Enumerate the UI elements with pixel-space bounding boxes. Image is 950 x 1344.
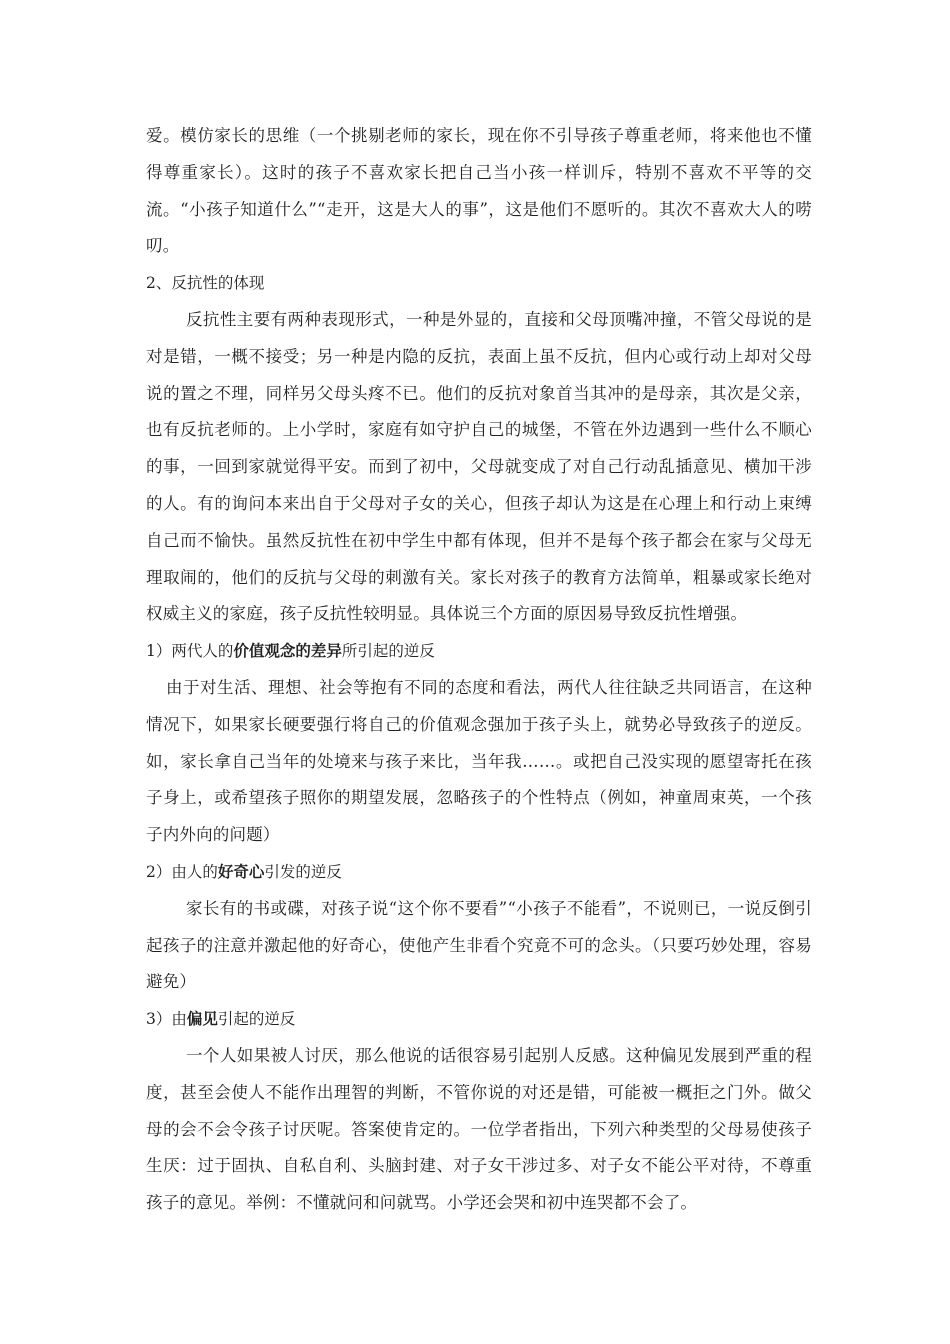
section-heading-defiance: 2、反抗性的体现 — [146, 274, 265, 293]
subheading-prefix: 2）由人的 — [146, 862, 218, 881]
subheading-suffix: 所引起的逆反 — [341, 642, 435, 661]
subheading-prefix: 1）两代人的 — [146, 642, 234, 661]
subheading-bold-term: 价值观念的差异 — [233, 641, 342, 661]
subheading-prejudice — [146, 1001, 812, 1038]
subheading-value-difference — [146, 633, 812, 670]
subheading-bold-term: 偏见 — [186, 1009, 218, 1029]
subheading-prefix: 3）由 — [146, 1010, 187, 1029]
paragraph-defiance-forms: 反抗性主要有两种表现形式，一种是外显的，直接和父母顶嘴冲撞，不管父母说的是对是错，一概不接受；另一种是内隐的反抗，表面上虽不反抗，但内心或行动上却对父母说的置之不理，同样另父母头疼不已。他们的反抗对象首当其冲的是母亲，其次是父亲，也有反抗老师的。上小学时，家庭有如守护自己的城堡，不管在外边遇到一些什么不顺心的事，一回到家就觉得平安。而到了初中，父母就变成了对自己行动乱插意见、横加干涉的人。有的询问本来出自于父母对子女的关心，但孩子却认为这是在心理上和行动上束缚自己而不愉快。虽然反抗性在初中学生中都有体现，但并不是每个孩子都会在家与父母无理取闹的，他们的反抗与父母的刺激有关。家长对孩子的教育方法简单，粗暴或家长绝对权威主义的家庭，孩子反抗性较明显。具体说三个方面的原因易导致反抗性增强。 — [146, 309, 812, 624]
subheading-suffix: 引发的逆反 — [264, 862, 342, 881]
paragraph-prejudice: 一个人如果被人讨厌，那么他说的话很容易引起别人反感。这种偏见发展到严重的程度，甚至会使人不能作出理智的判断，不管你说的对还是错，可能被一概拒之门外。做父母的会不会令孩子讨厌呢。答案使肯定的。一位学者指出，下列六种类型的父母易使孩子生厌：过于固执、自私自利、头脑封建、对子女干涉过多、对子女不能公平对待，不尊重孩子的意见。举例：不懂就问和问就骂。小学还会哭和初中连哭都不会了。 — [146, 1045, 812, 1213]
subheading-suffix: 引起的逆反 — [217, 1010, 296, 1029]
paragraph-curiosity: 家长有的书或碟，对孩子说“这个你不要看”“小孩子不能看”，不说则已，一说反倒引起孩子的注意并激起他的好奇心，使他产生非看个究竟不可的念头。（只要巧妙处理，容易避免） — [146, 898, 812, 992]
subheading-curiosity — [146, 854, 812, 891]
paragraph-continuation: 爱。模仿家长的思维（一个挑剔老师的家长，现在你不引导孩子尊重老师，将来他也不懂得尊重家长）。这时的孩子不喜欢家长把自己当小孩一样训斥，特别不喜欢不平等的交流。“小孩子知道什么”“走开，这是大人的事”，这是他们不愿听的。其次不喜欢大人的唠叨。 — [146, 126, 812, 256]
subheading-bold-term: 好奇心 — [217, 861, 265, 881]
paragraph-value-difference: 由于对生活、理想、社会等抱有不同的态度和看法，两代人往往缺乏共同语言，在这种情况下，如果家长硬要强行将自己的价值观念强加于孩子头上，就势必导致孩子的逆反。如，家长拿自己当年的处境来与孩子来比，当年我……。或把自己没实现的愿望寄托在孩子身上，或希望孩子照你的期望发展，忽略孩子的个性特点（例如，神童周束英，一个孩子内外向的问题） — [146, 677, 812, 845]
